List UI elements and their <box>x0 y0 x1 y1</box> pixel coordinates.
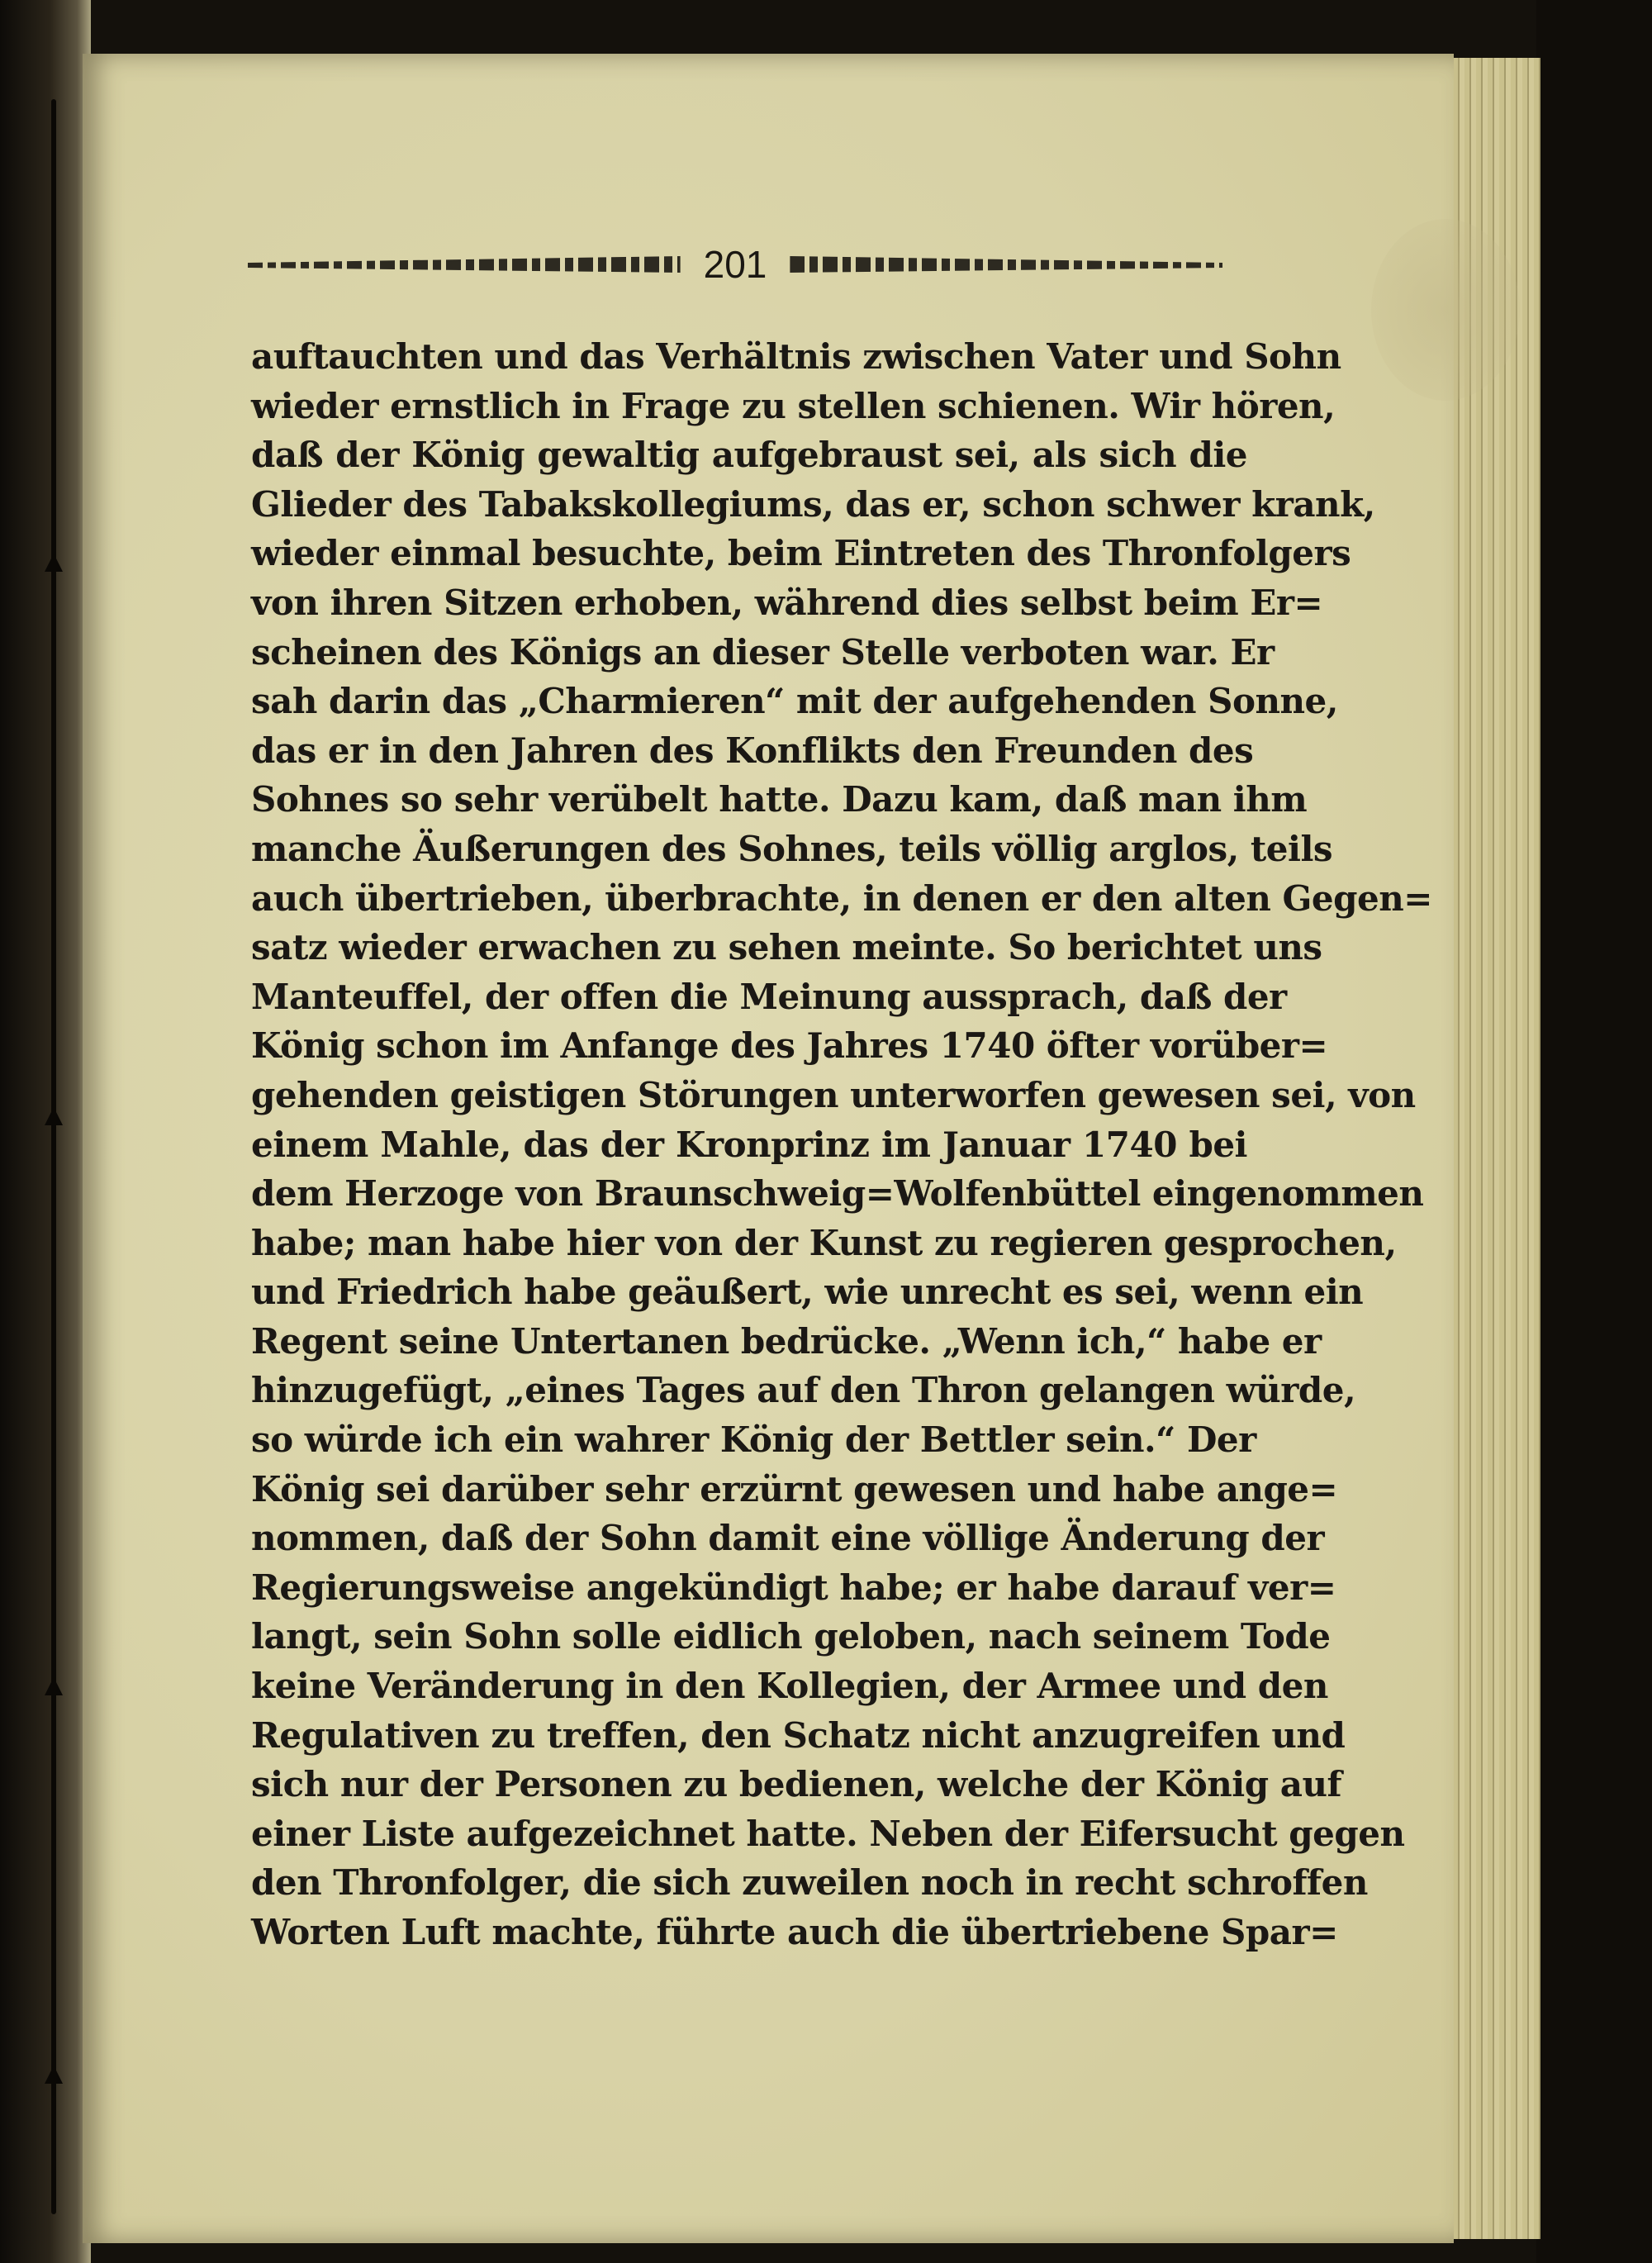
text-line: einem Mahle, das der Kronprinz im Januar 1740 bei <box>251 1124 1247 1165</box>
text-line: Manteuffel, der offen die Meinung aussprach, daß der <box>251 976 1287 1017</box>
text-line: und Friedrich habe geäußert, wie unrecht es sei, wenn ein <box>251 1272 1364 1313</box>
text-line: den Thronfolger, die sich zuweilen noch in recht schroffen <box>251 1862 1368 1904</box>
text-line: manche Äußerungen des Sohnes, teils völlig arglos, teils <box>251 828 1333 869</box>
text-line: nommen, daß der Sohn damit eine völlige Änderung der <box>251 1518 1325 1559</box>
text-line: König schon im Anfange des Jahres 1740 öfter vorüber= <box>251 1025 1328 1067</box>
book-binding <box>0 0 91 2263</box>
background <box>1536 0 1652 2263</box>
text-line: auftauchten und das Verhältnis zwischen Vater und Sohn <box>251 336 1341 377</box>
text-line: sah darin das „Charmieren“ mit der aufgehenden Sonne, <box>251 681 1338 722</box>
text-line: Regulativen zu treffen, den Schatz nicht anzugreifen und <box>251 1714 1346 1756</box>
text-line: daß der König gewaltig aufgebraust sei, als sich die <box>251 435 1247 476</box>
ornament-right <box>790 256 1222 273</box>
paper-stain <box>1371 219 1520 401</box>
text-line: einer Liste aufgezeichnet hatte. Neben der Eifersucht gegen <box>251 1813 1405 1854</box>
text-line: habe; man habe hier von der Kunst zu regieren gesprochen, <box>251 1222 1397 1263</box>
body-text <box>251 332 1432 1957</box>
text-line: so würde ich ein wahrer König der Bettler sein.“ Der <box>251 1419 1256 1461</box>
text-line: das er in den Jahren des Konflikts den Freunden des <box>251 730 1254 771</box>
text-line: Sohnes so sehr verübelt hatte. Dazu kam, daß man ihm <box>251 779 1308 820</box>
ornament-left <box>248 256 681 273</box>
text-line: gehenden geistigen Störungen unterworfen gewesen sei, von <box>251 1074 1416 1115</box>
text-line: scheinen des Königs an dieser Stelle verboten war. Er <box>251 631 1275 673</box>
text-line: wieder ernstlich in Frage zu stellen schienen. Wir hören, <box>251 385 1336 426</box>
running-header <box>248 240 1222 289</box>
text-line: wieder einmal besuchte, beim Eintreten des Thronfolgers <box>251 533 1351 574</box>
text-line: König sei darüber sehr erzürnt gewesen und habe ange= <box>251 1468 1338 1509</box>
text-line: satz wieder erwachen zu sehen meinte. So berichtet uns <box>251 927 1322 968</box>
page-number: 201 <box>703 243 767 286</box>
text-line: von ihren Sitzen erhoben, während dies selbst beim Er= <box>251 582 1323 623</box>
text-line: Worten Luft machte, führte auch die übertriebene Spar= <box>251 1912 1338 1952</box>
text-line: hinzugefügt, „eines Tages auf den Thron gelangen würde, <box>251 1370 1356 1411</box>
text-line: Glieder des Tabakskollegiums, das er, schon schwer krank, <box>251 483 1375 525</box>
text-line: Regierungsweise angekündigt habe; er habe darauf ver= <box>251 1567 1336 1608</box>
text-line: dem Herzoge von Braunschweig=Wolfenbüttel eingenommen <box>251 1173 1424 1215</box>
text-line: Regent seine Untertanen bedrücke. „Wenn ich,“ habe er <box>251 1320 1322 1362</box>
spine-edge <box>51 99 56 2214</box>
text-line: auch übertrieben, überbrachte, in denen er den alten Gegen= <box>251 877 1432 919</box>
text-line: langt, sein Sohn solle eidlich geloben, nach seinem Tode <box>251 1616 1331 1657</box>
text-line: sich nur der Personen zu bedienen, welche der König auf <box>251 1764 1342 1805</box>
text-line: keine Veränderung in den Kollegien, der Armee und den <box>251 1666 1328 1707</box>
